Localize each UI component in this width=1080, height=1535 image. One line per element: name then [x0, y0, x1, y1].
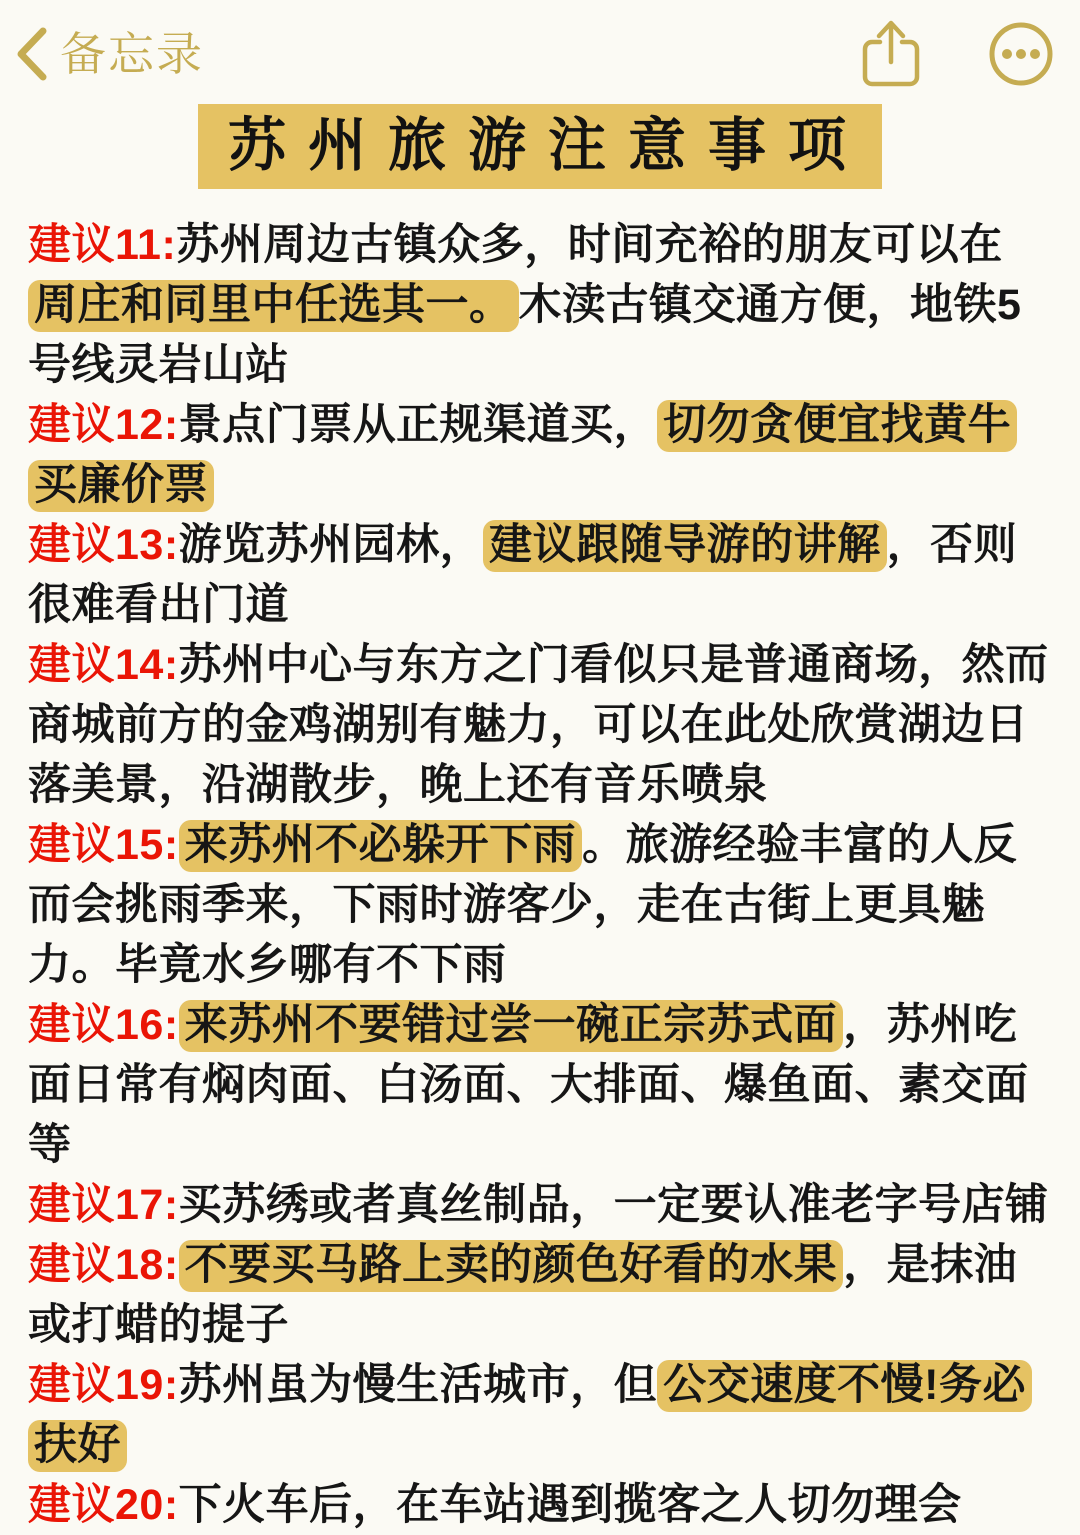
tip-text: ，苏州吃面日常有焖肉面、白汤面、大排面、爆鱼面、素交面等	[28, 1000, 1029, 1169]
tip-label: 建议16:	[28, 1000, 179, 1049]
tip-paragraph	[28, 1475, 1052, 1535]
navbar	[0, 0, 1080, 96]
chevron-left-icon	[14, 26, 48, 82]
highlighted-text: 不要买马路上卖的颜色好看的水果	[179, 1240, 844, 1292]
tip-label: 建议19:	[28, 1360, 179, 1409]
tip-text: 苏州周边古镇众多，时间充裕的朋友可以在	[176, 220, 1003, 269]
highlighted-text: 来苏州不必躲开下雨	[179, 820, 583, 872]
tip-paragraph	[28, 1175, 1052, 1235]
tip-label: 建议15:	[28, 820, 179, 869]
tip-paragraph	[28, 815, 1052, 995]
tip-paragraph	[28, 1235, 1052, 1355]
tip-paragraph	[28, 515, 1052, 635]
navbar-actions	[860, 18, 1060, 90]
title-row	[0, 104, 1080, 189]
highlighted-text: 切勿贪便宜找黄牛买廉价票	[28, 400, 1017, 512]
tip-text: 景点门票从正规渠道买，	[178, 400, 658, 449]
note-content	[0, 104, 1080, 1535]
tip-label: 建议11:	[28, 220, 177, 269]
tip-text: 苏州中心与东方之门看似只是普通商场，然而商城前方的金鸡湖别有魅力，可以在此处欣赏湖边日落美景，沿湖散步，晚上还有音乐喷泉	[28, 640, 1049, 809]
back-label: 备忘录	[60, 28, 204, 80]
share-icon[interactable]	[860, 18, 922, 90]
note-title: 苏州旅游注意事项	[198, 104, 882, 189]
tip-label: 建议14:	[28, 640, 179, 689]
highlighted-text: 来苏州不要错过尝一碗正宗苏式面	[179, 1000, 844, 1052]
tip-text: 木渎古镇交通方便，地铁5号线灵岩山站	[28, 280, 1022, 389]
tip-text: 下火车后，在车站遇到揽客之人切勿理会	[178, 1480, 962, 1529]
tip-text: 买苏绣或者真丝制品，一定要认准老字号店铺	[178, 1180, 1049, 1229]
tip-text: 苏州虽为慢生活城市，但	[178, 1360, 658, 1409]
tip-paragraph	[28, 395, 1052, 515]
tip-paragraph	[28, 1355, 1052, 1475]
tip-text: 游览苏州园林，	[178, 520, 484, 569]
back-button[interactable]	[14, 26, 204, 82]
more-icon[interactable]	[988, 21, 1054, 87]
highlighted-text: 公交速度不慢!务必扶好	[28, 1360, 1032, 1472]
tips-list	[28, 215, 1052, 1535]
tip-paragraph	[28, 215, 1052, 395]
tip-label: 建议17:	[28, 1180, 179, 1229]
tip-text: ，是抹油或打蜡的提子	[28, 1240, 1018, 1349]
tip-label: 建议20:	[28, 1480, 179, 1529]
tip-text: 。旅游经验丰富的人反而会挑雨季来，下雨时游客少，走在古街上更具魅力。毕竟水乡哪有不下雨	[28, 820, 1018, 989]
highlighted-text: 周庄和同里中任选其一。	[28, 280, 519, 332]
tip-text: ，否则很难看出门道	[28, 520, 1018, 629]
highlighted-text: 建议跟随导游的讲解	[483, 520, 887, 572]
tip-label: 建议12:	[28, 400, 179, 449]
tip-label: 建议18:	[28, 1240, 179, 1289]
tip-label: 建议13:	[28, 520, 179, 569]
tip-paragraph	[28, 635, 1052, 815]
tip-paragraph	[28, 995, 1052, 1175]
